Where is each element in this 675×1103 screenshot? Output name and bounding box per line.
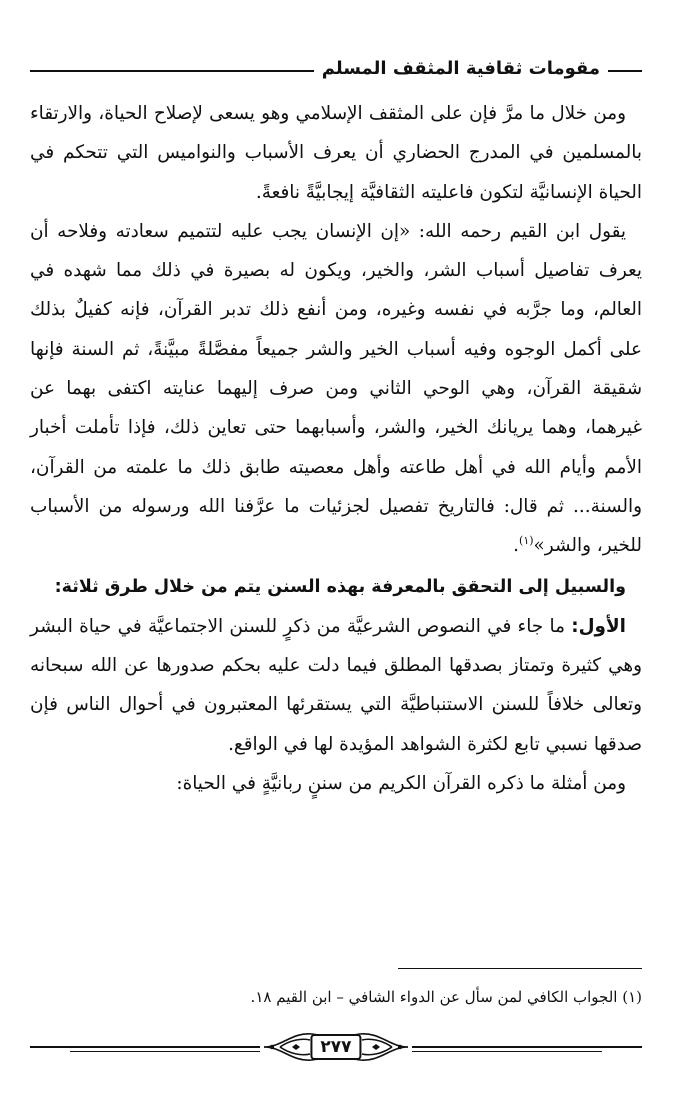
running-header	[30, 52, 642, 86]
footnote-rule	[398, 968, 642, 969]
first-way-label: الأول:	[571, 615, 626, 637]
footer-rule-right	[412, 1046, 642, 1048]
header-title: مقومات ثقافية المثقف المسلم	[314, 54, 608, 84]
footnote-ref: (١)	[519, 534, 534, 548]
paragraph-first-way	[30, 607, 642, 764]
first-way-text: ما جاء في النصوص الشرعيَّة من ذكرٍ للسنن الاجتماعيَّة في حياة البشر وهي كثيرة وتمتاز بصدقها المطلق فيما دلت عليه بحكم صدورها عن الله سبحانه وتعالى خلافاً للسنن الاستنباطيَّة التي يستقرئها المعتبرون في أحوال الناس فإن صدقها نسبي تابع لكثرة الشواهد المؤيدة لها في الواقع.	[30, 615, 642, 755]
footer-rule-left	[30, 1046, 260, 1048]
paragraph-2-quote	[30, 212, 642, 566]
quote-text: يقول ابن القيم رحمه الله: «إن الإنسان يجب عليه لتتميم سعادته وفلاحه أن يعرف تفاصيل أسباب الشر، والخير، ويكون له بصيرة في ذلك مما شهده في العالم، وما جرَّبه في نفسه وغيره، ومن أنفع ذلك تدبر القرآن، فإنه كفيلٌ بذلك على أكمل الوجوه وفيه أسباب الخير والشر جميعاً مفصَّلةً مبيَّنةً، ثم السنة فإنها شقيقة القرآن، وهي الوحي الثاني ومن صرف إليهما عنايته اكتفى بهما عن غيرهما، وهما يريانك الخير، والشر، وأسبابهما حتى تعاين ذلك، فإذا تأملت أخبار الأمم وأيام الله في أهل طاعته وأهل معصيته طابق ذلك ما علمته من القرآن، والسنة... ثم قال: فالتاريخ تفصيل لجزئيات ما عرَّفنا الله ورسوله من الأسباب للخير، والشر»	[30, 220, 642, 557]
page-footer	[30, 1022, 642, 1072]
page-number: ٢٧٧	[310, 1034, 361, 1060]
footnote: (١) الجواب الكافي لمن سأل عن الدواء الشافي – ابن القيم ١٨.	[250, 988, 642, 1006]
paragraph-examples-intro: ومن أمثلة ما ذكره القرآن الكريم من سننٍ ربانيَّةٍ في الحياة:	[176, 773, 626, 795]
section-heading: والسبيل إلى التحقق بالمعرفة بهذه السنن يتم من خلال طرق ثلاثة:	[54, 576, 626, 597]
quote-end: .	[513, 535, 520, 557]
footer-rule-left-thin	[70, 1051, 260, 1052]
footer-rule-right-thin	[412, 1051, 602, 1052]
paragraph-1: ومن خلال ما مرَّ فإن على المثقف الإسلامي وهو يسعى لإصلاح الحياة، والارتقاء بالمسلمين في المدرج الحضاري أن يعرف الأسباب والنواميس التي تتحكم في الحياة الإنسانيَّة لتكون فاعليته الثقافيَّة إيجابيَّةً نافعةً.	[30, 103, 642, 203]
main-text	[30, 94, 642, 803]
